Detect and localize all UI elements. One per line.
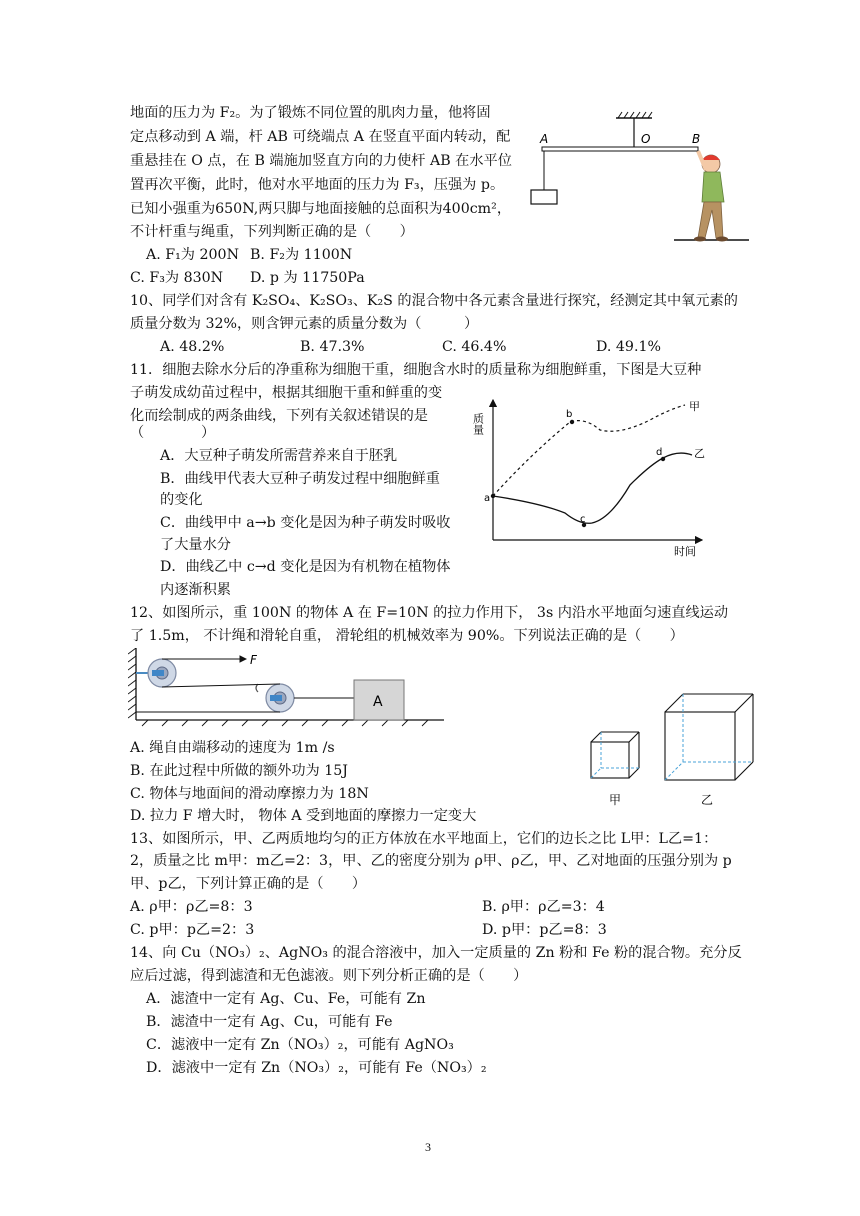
q10-option-d: D. 49.1% <box>596 339 661 355</box>
y-axis-label: 质量 <box>471 413 485 435</box>
q14-option-d: D．滤液中一定有 Zn（NO₃）₂，可能有 Fe（NO₃）₂ <box>146 1060 487 1076</box>
q14-line1: 14、向 Cu（NO₃）₂、AgNO₃ 的混合溶液中，加入一定质量的 Zn 粉和 Fe 粉的混合物。充分反 <box>130 945 742 961</box>
q9-line5: 已知小强重为650N,两只脚与地面接触的总面积为400cm²， <box>130 201 512 217</box>
point-a-label: a <box>484 493 491 504</box>
q10-line1: 10、同学们对含有 K₂SO₄、K₂SO₃、K₂S 的混合物中各元素含量进行探究，经测定其中氧元素的 <box>130 293 738 309</box>
q13-option-a: A. ρ甲：ρ乙=8：3 <box>130 899 253 915</box>
q11-option-b-2: 的变化 <box>160 492 203 508</box>
point-d-label: d <box>656 447 663 458</box>
point-b-label: b <box>566 409 573 420</box>
point-c-label: c <box>580 514 586 525</box>
q12-option-c: C. 物体与地面间的滑动摩擦力为 18N <box>130 786 369 802</box>
q11-option-d-2: 内逐渐积累 <box>160 582 231 598</box>
q13-option-c: C. p甲：p乙=2：3 <box>130 922 255 938</box>
q12-line2: 了 1.5m， 不计绳和滑轮自重， 滑轮组的机械效率为 90%。下列说法正确的是（ ） <box>130 628 684 644</box>
block-a-label: A <box>373 694 383 710</box>
q9-option-a: A. F₁为 200N <box>146 247 239 263</box>
q13-line3: 甲、p乙，下列计算正确的是（ ） <box>130 876 367 892</box>
q9-line4: 置再次平衡，此时，他对水平地面的压力为 F₃，压强为 p。 <box>130 177 505 193</box>
label-a: A <box>540 132 549 146</box>
q14-line2: 应后过滤，得到滤渣和无色滤液。则下列分析正确的是（ ） <box>130 968 528 984</box>
q11-option-d-1: D．曲线乙中 c→d 变化是因为有机物在植物体 <box>160 559 451 575</box>
x-axis-label: 时间 <box>674 545 696 558</box>
q9-option-b: B. F₂为 1100N <box>250 247 353 263</box>
series-yi-label: 乙 <box>694 447 705 460</box>
q11-option-a: A．大豆种子萌发所需营养来自于胚乳 <box>160 448 398 464</box>
q12-option-a: A. 绳自由端移动的速度为 1m /s <box>130 740 335 756</box>
q10-option-b: B. 47.3% <box>300 339 365 355</box>
q12-line1: 12、如图所示，重 100N 的物体 A 在 F=10N 的拉力作用下， 3s 内沿水平地面匀速直线运动 <box>130 605 729 621</box>
q13-line2: 2，质量之比 m甲：m乙=2：3，甲、乙的密度分别为 ρ甲、ρ乙，甲、乙对地面的压强分别为 p <box>130 853 732 869</box>
q9-option-c: C. F₃为 830N <box>130 270 224 286</box>
label-b: B <box>692 132 701 146</box>
q9-line6: 不计杆重与绳重，下列判断正确的是（ ） <box>130 224 414 240</box>
series-jia-label: 甲 <box>689 400 700 413</box>
q10-option-a: A. 48.2% <box>160 339 225 355</box>
q11-line2: 子萌发成幼苗过程中，根据其细胞干重和鲜重的变 <box>130 385 443 401</box>
q9-option-d: D. p 为 11750Pa <box>250 270 365 286</box>
series-yi <box>493 453 692 523</box>
label-o: O <box>641 132 651 146</box>
force-label: F <box>250 653 257 667</box>
q12-option-d: D. 拉力 F 增大时， 物体 A 受到地面的摩擦力一定变大 <box>130 808 477 824</box>
q13-option-b: B. ρ甲：ρ乙=3：4 <box>482 899 605 915</box>
cube-yi-label: 乙 <box>701 793 714 807</box>
q13-option-d: D. p甲：p乙=8：3 <box>482 922 607 938</box>
q11-option-c-1: C．曲线甲中 a→b 变化是因为种子萌发时吸收 <box>160 515 451 531</box>
q9-line1: 地面的压力为 F₂。为了锻炼不同位置的肌肉力量，他将固 <box>130 105 491 121</box>
page-number: 3 <box>425 1140 431 1154</box>
lever-figure <box>524 110 754 246</box>
q12-option-b: B. 在此过程中所做的额外功为 15J <box>130 763 348 779</box>
q14-option-a: A．滤渣中一定有 Ag、Cu、Fe，可能有 Zn <box>146 991 426 1007</box>
q11-line1: 11．细胞去除水分后的净重称为细胞干重，细胞含水时的质量称为细胞鲜重，下图是大豆种 <box>130 362 702 378</box>
mass-time-chart <box>470 395 720 560</box>
q14-option-c: C．滤液中一定有 Zn（NO₃）₂，可能有 AgNO₃ <box>146 1037 454 1053</box>
q10-option-c: C. 46.4% <box>442 339 507 355</box>
q9-line3: 重悬挂在 O 点，在 B 端施加竖直方向的力使杆 AB 在水平位 <box>130 153 512 169</box>
point-a <box>491 494 495 498</box>
q11-line3: 化而绘制成的两条曲线，下列有关叙述错误的是 <box>130 408 428 424</box>
cubes-figure <box>585 690 755 810</box>
q13-line1: 13、如图所示，甲、乙两质地均匀的正方体放在水平地面上，它们的边长之比 L甲：L乙=1： <box>130 831 718 847</box>
pulley-figure <box>128 648 448 730</box>
q11-option-c-2: 了大量水分 <box>160 537 231 553</box>
q11-option-b-1: B．曲线甲代表大豆种子萌发过程中细胞鲜重 <box>160 471 440 487</box>
q11-line4: （ ） <box>130 425 216 441</box>
q9-line2: 定点移动到 A 端，杆 AB 可绕端点 A 在竖直平面内转动，配 <box>130 129 511 145</box>
person-icon <box>694 151 728 242</box>
cube-jia-label: 甲 <box>609 793 622 807</box>
q14-option-b: B．滤渣中一定有 Ag、Cu，可能有 Fe <box>146 1014 393 1030</box>
point-b <box>570 420 574 424</box>
q10-line2: 质量分数为 32%，则含钾元素的质量分数为（ ） <box>130 316 479 332</box>
